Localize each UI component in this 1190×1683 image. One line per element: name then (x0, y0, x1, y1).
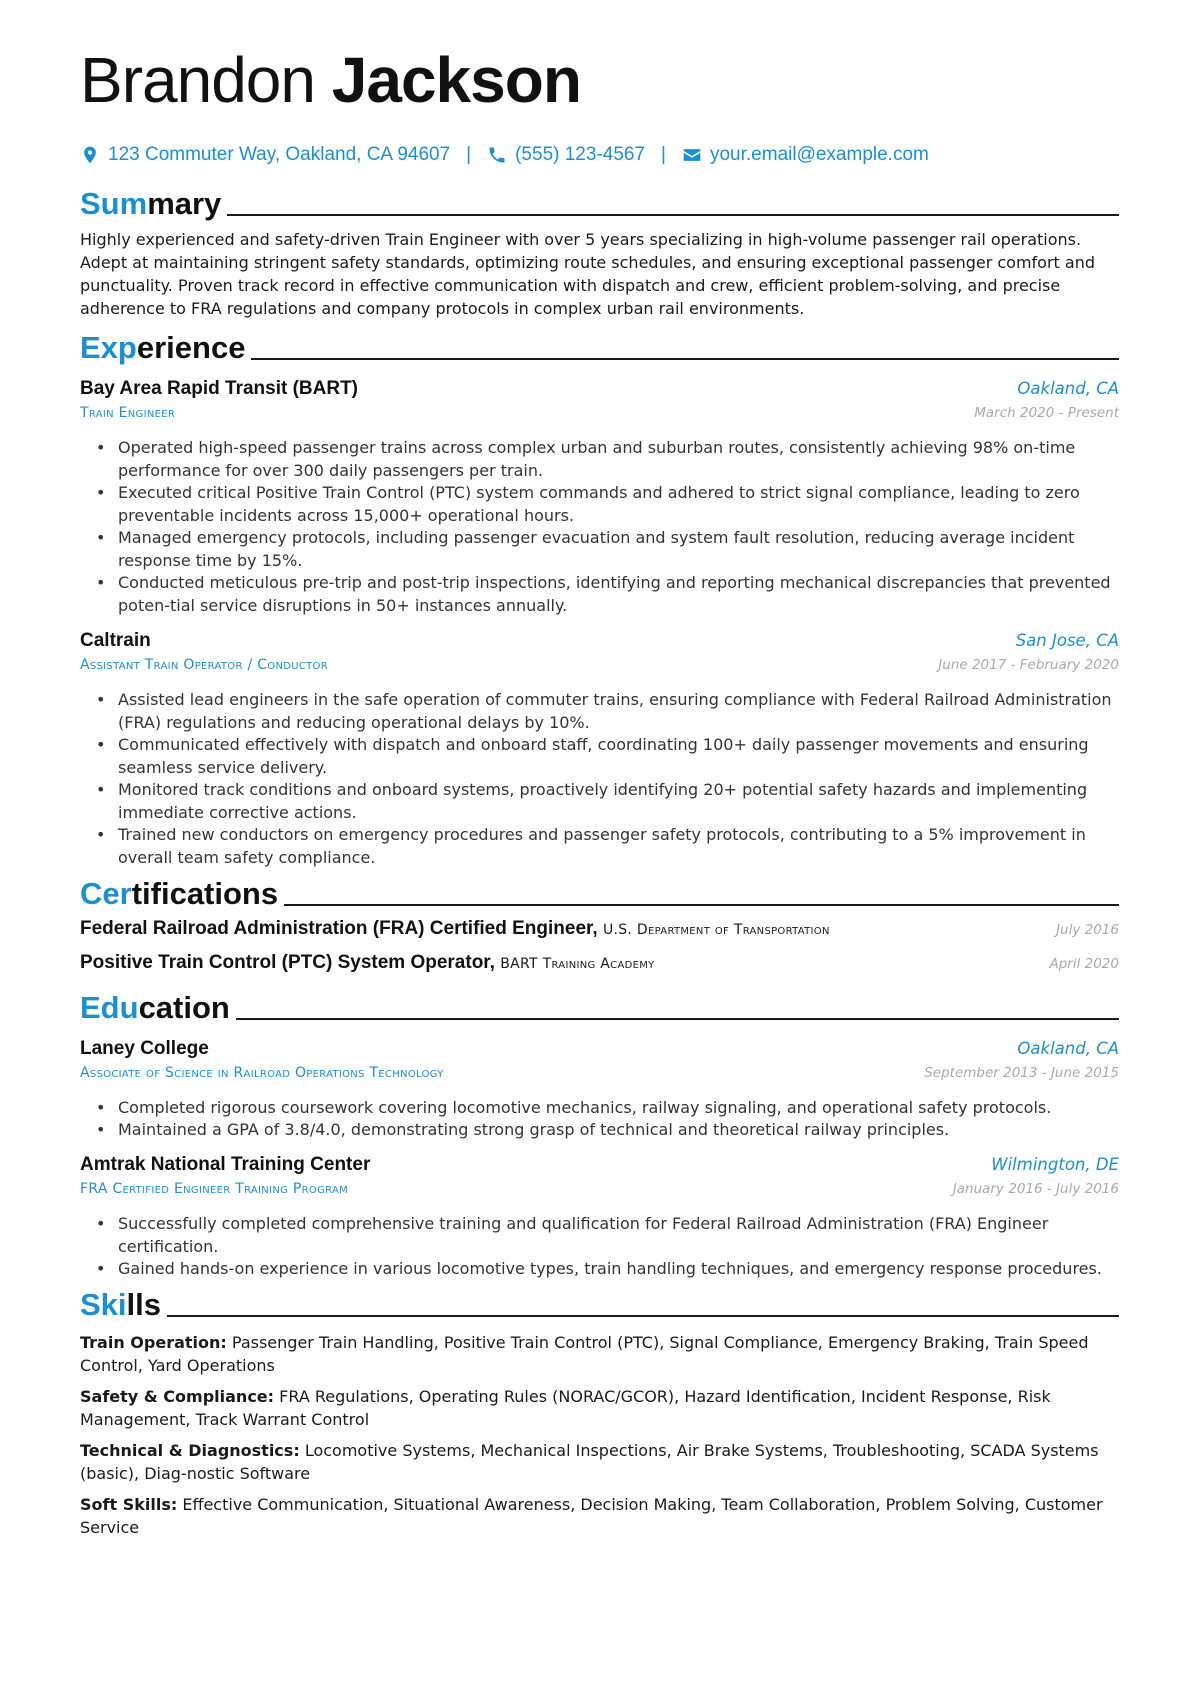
job-location: Oakland, CA (1017, 379, 1119, 398)
contact-separator: | (466, 144, 472, 165)
job-title: Assistant Train Operator / Conductor (80, 657, 328, 673)
contact-phone[interactable] (487, 144, 645, 166)
education-entry (80, 1152, 1119, 1280)
section-summary-header (80, 180, 1119, 222)
contact-email[interactable] (682, 144, 929, 166)
employer-name: Bay Area Rapid Transit (BART) (80, 378, 359, 399)
list-item: • Gained hands-on experience in various locomotive types, train handling techniques, and emergency response procedures. (96, 1257, 1119, 1280)
skill-list: Locomotive Systems, Mechanical Inspections, Air Brake Systems, Troubleshooting, SCADA Systems (basic), Diag-nostic Software (80, 1441, 1099, 1483)
certification-issuer: U.S. Department of Transportation (602, 922, 830, 938)
section-rule (236, 1018, 1119, 1020)
list-item: • Monitored track conditions and onboard systems, proactively identifying 20+ potential safety hazards and implementing immediate corrective actions. (96, 778, 1119, 824)
job-location: San Jose, CA (1015, 631, 1119, 650)
bullet-list (80, 1212, 1119, 1280)
certification-item: Federal Railroad Administration (FRA) Certified Engineer, U.S. Department of Transportation July 2016 (80, 918, 1119, 939)
section-rule (251, 358, 1119, 360)
resume-page (80, 36, 1119, 1539)
certification-name: Federal Railroad Administration (FRA) Certified Engineer (80, 918, 593, 939)
skill-category: Train Operation: (80, 1333, 227, 1352)
list-item: • Maintained a GPA of 3.8/4.0, demonstrating strong grasp of technical and theoretical railway principles. (96, 1118, 1119, 1141)
list-item: • Assisted lead engineers in the safe operation of commuter trains, ensuring compliance with Federal Railroad Administration (FRA) regulations and reducing operational delays by 10%. (96, 688, 1119, 734)
bullet-list (80, 1096, 1119, 1141)
list-item: • Conducted meticulous pre-trip and post-trip inspections, identifying and reporting mechanical discrepancies that prevented poten-tial service disruptions in 50+ instances annually. (96, 571, 1119, 617)
skill-group (80, 1493, 1119, 1539)
certification-item: Positive Train Control (PTC) System Operator, BART Training Academy April 2020 (80, 952, 1119, 973)
section-title: Experience (80, 330, 246, 365)
bullet-list (80, 688, 1119, 869)
section-rule (227, 214, 1119, 216)
summary-text: Highly experienced and safety-driven Train Engineer with over 5 years specializing in high-volume passenger rail operations. Adept at maintaining stringent safety standards, optimizing route schedules, and ensuring exceptional passenger comfort and punctuality. Proven track record in effective communication with dispatch and crew, efficient problem-solving, and precise adherence to FRA regulations and company protocols in complex urban rail environments. (80, 230, 1095, 318)
list-item: • Successfully completed comprehensive training and qualification for Federal Railroad Administration (FRA) Engineer certification. (96, 1212, 1119, 1258)
section-rule (167, 1315, 1119, 1317)
phone-text: (555) 123-4567 (515, 144, 646, 165)
section-title: Skills (80, 1287, 161, 1322)
section-title: Education (80, 990, 230, 1025)
skill-category: Soft Skills: (80, 1495, 178, 1514)
certification-issuer: BART Training Academy (500, 956, 655, 972)
list-item: • Communicated effectively with dispatch and onboard staff, coordinating 100+ daily passenger movements and ensuring seamless service delivery. (96, 733, 1119, 779)
last-name: Jackson (331, 44, 581, 116)
address-text: 123 Commuter Way, Oakland, CA 94607 (108, 144, 451, 165)
school-name: Amtrak National Training Center (80, 1154, 371, 1175)
section-education-header (80, 984, 1119, 1026)
employer-name: Caltrain (80, 630, 151, 651)
section-rule (284, 904, 1119, 906)
education-dates: September 2013 - June 2015 (924, 1065, 1119, 1081)
contact-address (80, 144, 450, 166)
job-dates: June 2017 - February 2020 (938, 657, 1119, 673)
list-item: • Operated high-speed passenger trains across complex urban and suburban routes, consistently achieving 98% on-time performance for over 300 daily passengers per train. (96, 436, 1119, 482)
list-item: • Managed emergency protocols, including passenger evacuation and system fault resolution, reducing average incident response time by 15%. (96, 526, 1119, 572)
job-dates: March 2020 - Present (974, 405, 1119, 421)
section-title: Summary (80, 186, 222, 221)
school-location: Oakland, CA (1017, 1039, 1119, 1058)
education-entry (80, 1036, 1119, 1141)
skill-list: Passenger Train Handling, Positive Train Control (PTC), Signal Compliance, Emergency Braking, Train Speed Control, Yard Operations (80, 1333, 1089, 1375)
experience-entry (80, 628, 1119, 869)
skill-group (80, 1385, 1119, 1431)
section-certifications-header (80, 870, 1119, 912)
school-name: Laney College (80, 1038, 209, 1059)
skill-group (80, 1439, 1119, 1485)
section-title: Certifications (80, 876, 279, 911)
experience-entry (80, 376, 1119, 617)
first-name: Brandon (80, 44, 315, 116)
phone-icon (487, 145, 507, 165)
section-skills-header (80, 1281, 1119, 1323)
map-marker-icon (80, 145, 100, 165)
contact-line (80, 142, 1119, 168)
skill-category: Safety & Compliance: (80, 1387, 275, 1406)
list-item: • Trained new conductors on emergency procedures and passenger safety protocols, contributing to a 5% improvement in overall team safety compliance. (96, 823, 1119, 869)
skill-list: Effective Communication, Situational Awareness, Decision Making, Team Collaboration, Problem Solving, Customer Service (80, 1495, 1103, 1537)
email-link[interactable]: your.email@example.com (709, 144, 929, 165)
list-item: • Executed critical Positive Train Control (PTC) system commands and adhered to strict signal compliance, leading to zero preventable incidents across 15,000+ operational hours. (96, 481, 1119, 527)
skill-category: Technical & Diagnostics: (80, 1441, 300, 1460)
education-dates: January 2016 - July 2016 (952, 1181, 1119, 1197)
skill-list: FRA Regulations, Operating Rules (NORAC/GCOR), Hazard Identification, Incident Response, Risk Management, Track Warrant Control (80, 1387, 1051, 1429)
envelope-icon (682, 145, 702, 165)
certification-name: Positive Train Control (PTC) System Operator (80, 952, 490, 973)
bullet-list (80, 436, 1119, 617)
contact-separator: | (661, 144, 666, 165)
degree-title: FRA Certified Engineer Training Program (80, 1181, 349, 1197)
certification-date: April 2020 (1049, 956, 1119, 972)
skill-group (80, 1331, 1119, 1377)
candidate-name (80, 36, 1119, 124)
certification-date: July 2016 (1056, 922, 1119, 938)
school-location: Wilmington, DE (991, 1155, 1119, 1174)
list-item: • Completed rigorous coursework covering locomotive mechanics, railway signaling, and operational safety protocols. (96, 1096, 1119, 1119)
degree-title: Associate of Science in Railroad Operations Technology (80, 1065, 444, 1081)
section-experience-header (80, 324, 1119, 366)
job-title: Train Engineer (80, 405, 176, 421)
